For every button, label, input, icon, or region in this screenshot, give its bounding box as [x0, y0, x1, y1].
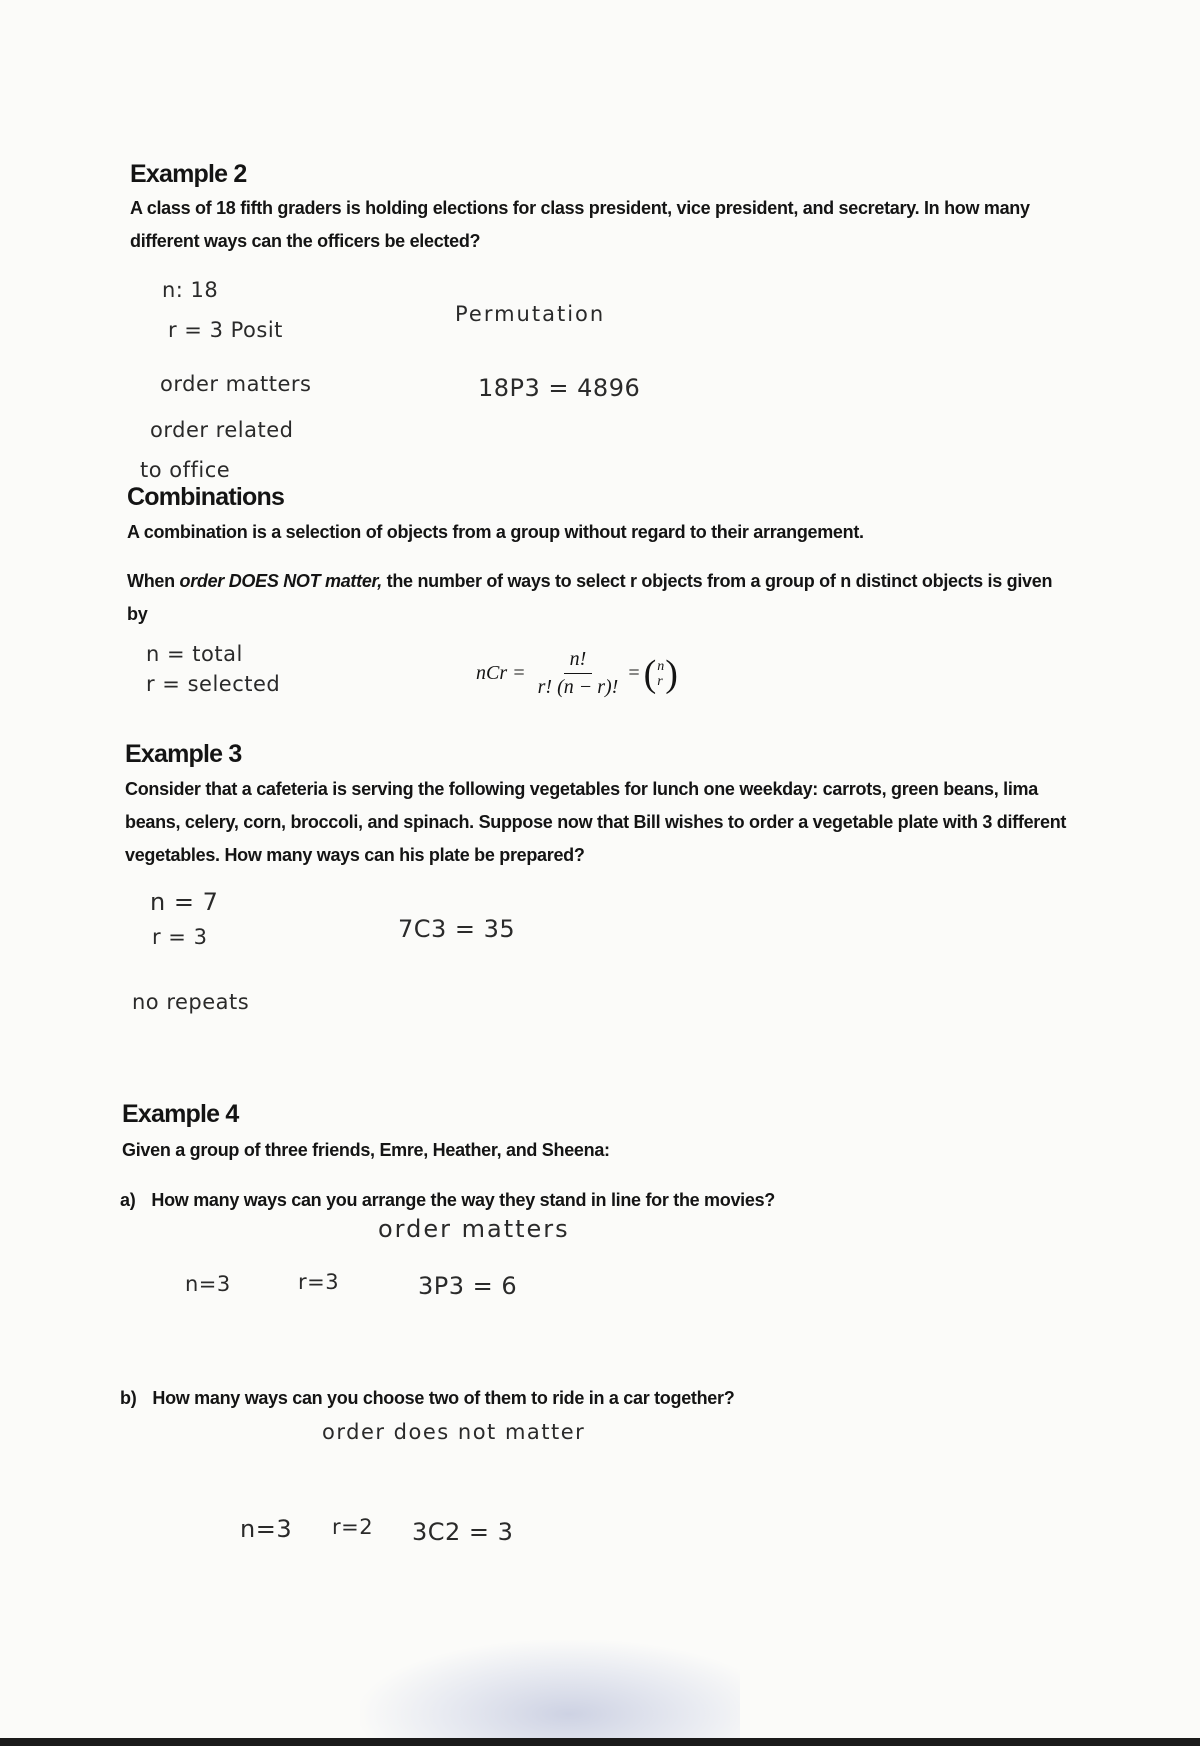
- hw-part-b-n: n=3: [240, 1515, 293, 1543]
- hw-part-b-r: r=2: [332, 1515, 374, 1539]
- binom-bottom: r: [657, 673, 663, 689]
- binom-top: n: [657, 658, 665, 674]
- formula-binomial: ( n r ): [643, 652, 678, 695]
- hw-part-a-order-matters: order matters: [378, 1215, 570, 1243]
- hw-combination-result: 7C3 = 35: [398, 915, 516, 943]
- scan-smudge: [360, 1640, 740, 1746]
- rule-suffix: the number of ways to select r objects from a group of n distinct objects is given by: [127, 571, 1053, 624]
- example-4-part-b: [120, 1382, 734, 1415]
- hw-order-related: order related: [150, 418, 294, 442]
- part-a-label: a): [120, 1190, 136, 1210]
- example-2-question: A class of 18 fifth graders is holding elections for class president, vice president, and secretary. In how many different ways can the officers be elected?: [130, 198, 1030, 251]
- example-4-heading: Example 4: [122, 1100, 239, 1128]
- combination-rule: [127, 565, 1057, 631]
- hw-to-office: to office: [140, 458, 231, 482]
- part-b-label: b): [120, 1388, 137, 1408]
- hw-n-total: n = total: [146, 642, 243, 666]
- hw-part-a-r: r=3: [298, 1270, 340, 1294]
- rule-prefix: When: [127, 571, 180, 591]
- example-2-heading: Example 2: [130, 160, 247, 188]
- hw-part-b-result: 3C2 = 3: [412, 1518, 514, 1546]
- hw-part-a-n: n=3: [185, 1272, 231, 1296]
- hw-r-3: r = 3: [152, 925, 208, 949]
- formula-fraction: [532, 648, 625, 699]
- example-3-question: Consider that a cafeteria is serving the following vegetables for lunch one weekday: carrots, green beans, lima beans, celery, corn, broccoli, and spinach. Suppose now that Bill wishes to order a vegetable plate with 3 different vegetables. How many ways can his plate be prepared?: [125, 779, 1067, 865]
- hw-r-3-posit: r = 3 Posit: [168, 318, 283, 342]
- example-4-part-a: [120, 1184, 775, 1217]
- hw-permutation: Permutation: [455, 302, 606, 326]
- hw-order-matters: order matters: [160, 372, 312, 396]
- formula-numerator: n!: [564, 648, 593, 674]
- formula-equals: =: [628, 662, 640, 684]
- combination-term: A combination: [127, 522, 248, 542]
- combination-definition: [127, 516, 864, 549]
- hw-no-repeats: no repeats: [132, 990, 250, 1014]
- combination-formula: [476, 648, 678, 699]
- example-4-intro: Given a group of three friends, Emre, Heather, and Sheena:: [122, 1140, 610, 1160]
- hw-n-18: n: 18: [162, 278, 219, 302]
- scan-bottom-edge: [0, 1738, 1200, 1746]
- hw-part-a-result: 3P3 = 6: [418, 1272, 518, 1300]
- formula-lhs: nCr =: [476, 662, 526, 684]
- hw-n-7: n = 7: [150, 888, 219, 916]
- hw-part-b-order-does-not-matter: order does not matter: [322, 1420, 586, 1444]
- hw-r-selected: r = selected: [146, 672, 281, 696]
- combination-definition-text: is a selection of objects from a group without regard to their arrangement.: [247, 522, 864, 542]
- part-b-question: How many ways can you choose two of them to ride in a car together?: [152, 1388, 735, 1408]
- rule-emphasis: order DOES NOT matter,: [179, 571, 382, 591]
- part-a-question: How many ways can you arrange the way they stand in line for the movies?: [151, 1190, 775, 1210]
- example-3-heading: Example 3: [125, 740, 242, 768]
- hw-permutation-result: 18P3 = 4896: [478, 374, 641, 402]
- formula-denominator: r! (n − r)!: [537, 676, 619, 698]
- combinations-heading: Combinations: [127, 483, 285, 511]
